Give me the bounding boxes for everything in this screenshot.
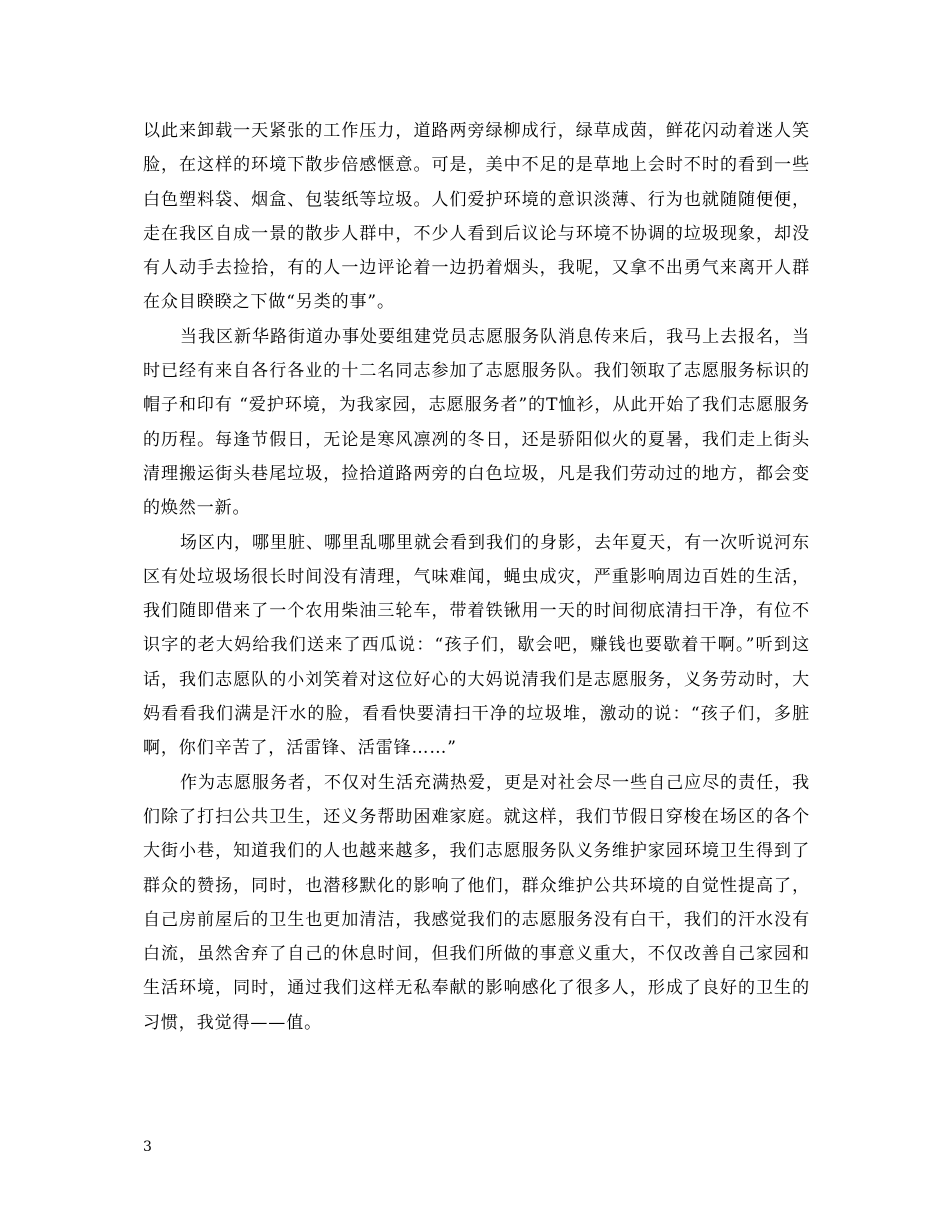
document-body	[143, 114, 810, 1040]
paragraph-3: 场区内，哪里脏、哪里乱哪里就会看到我们的身影，去年夏天，有一次听说河东区有处垃圾场很长时间没有清理，气味难闻，蝇虫成灾，严重影响周边百姓的生活，我们随即借来了一个农用柴油三轮车，带着铁锹用一天的时间彻底清扫干净，有位不识字的老大妈给我们送来了西瓜说：“孩子们，歇会吧，赚钱也要歇着干啊。”听到这话，我们志愿队的小刘笑着对这位好心的大妈说清我们是志愿服务，义务劳动时，大妈看看我们满是汗水的脸，看看快要清扫干净的垃圾堆，激动的说：“孩子们，多脏啊，你们辛苦了，活雷锋、活雷锋……”	[143, 532, 810, 759]
paragraph-1: 以此来卸载一天紧张的工作压力，道路两旁绿柳成行，绿草成茵，鲜花闪动着迷人笑脸，在这样的环境下散步倍感惬意。可是，美中不足的是草地上会时不时的看到一些白色塑料袋、烟盒、包装纸等垃圾。人们爱护环境的意识淡薄、行为也就随随便便，走在我区自成一景的散步人群中，不少人看到后议论与环境不协调的垃圾现象，却没有人动手去捡拾，有的人一边评论着一边扔着烟头，我呢，又拿不出勇气来离开人群在众目睽睽之下做“另类的事”。	[143, 121, 810, 313]
page-number: 3	[143, 1139, 152, 1155]
paragraph-2: 当我区新华路街道办事处要组建党员志愿服务队消息传来后，我马上去报名，当时已经有来自各行各业的十二名同志参加了志愿服务队。我们领取了志愿服务标识的帽子和印有 “爱护环境，为我家园，志愿服务者”的T恤衫，从此开始了我们志愿服务的历程。每逢节假日，无论是寒风凛冽的冬日，还是骄阳似火的夏暑，我们走上街头清理搬运街头巷尾垃圾，捡拾道路两旁的白色垃圾，凡是我们劳动过的地方，都会变的焕然一新。	[143, 326, 810, 519]
paragraph-4: 作为志愿服务者，不仅对生活充满热爱，更是对社会尽一些自己应尽的责任，我们除了打扫公共卫生，还义务帮助困难家庭。就这样，我们节假日穿梭在场区的各个大街小巷，知道我们的人也越来越多，我们志愿服务队义务维护家园环境卫生得到了群众的赞扬，同时，也潜移默化的影响了他们，群众维护公共环境的自觉性提高了，自己房前屋后的卫生也更加清洁，我感觉我们的志愿服务没有白干，我们的汗水没有白流，虽然舍弃了自己的休息时间，但我们所做的事意义重大，不仅改善自己家园和生活环境，同时，通过我们这样无私奉献的影响感化了很多人，形成了良好的卫生的习惯，我觉得——值。	[143, 772, 810, 1033]
